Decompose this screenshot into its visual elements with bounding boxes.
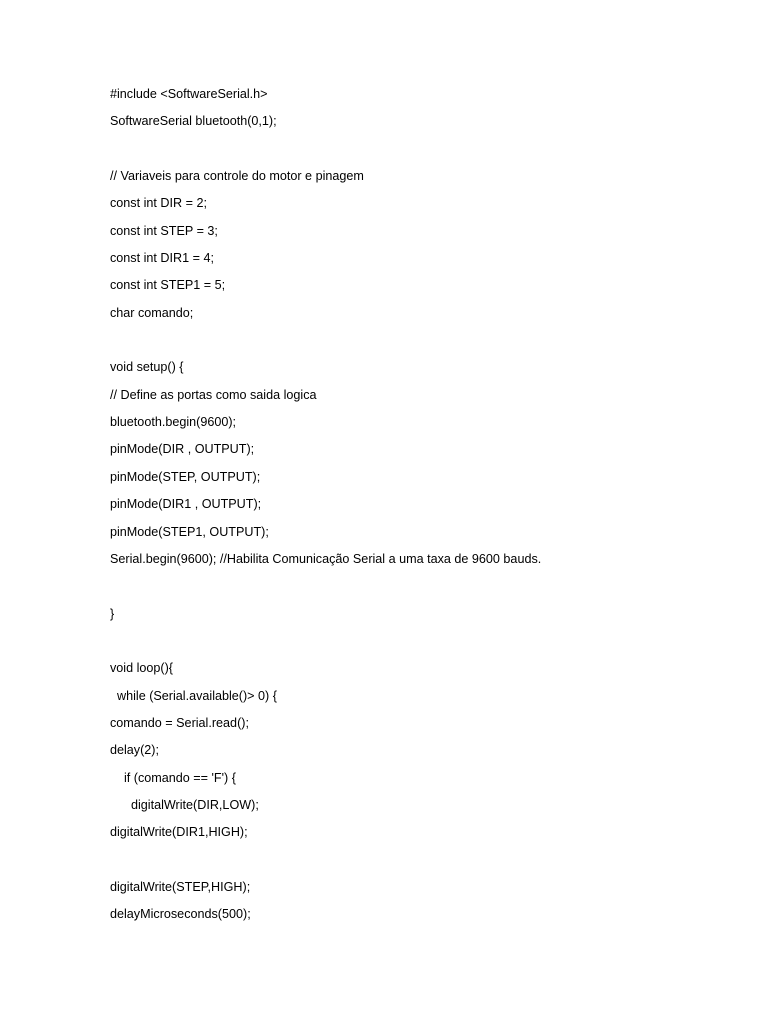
code-line: Serial.begin(9600); //Habilita Comunicação Serial a uma taxa de 9600 bauds. <box>110 551 542 566</box>
code-line: // Variaveis para controle do motor e pinagem <box>110 169 364 184</box>
blank-line <box>110 851 710 878</box>
code-line: pinMode(DIR1 , OUTPUT); <box>110 497 262 512</box>
blank-line <box>110 632 710 659</box>
code-line: digitalWrite(DIR1,HIGH); <box>110 825 248 840</box>
code-line: delayMicroseconds(500); <box>110 907 251 922</box>
code-line: } <box>110 606 115 621</box>
code-line: void setup() { <box>110 360 184 375</box>
code-line: pinMode(STEP, OUTPUT); <box>110 469 261 484</box>
code-line: bluetooth.begin(9600); <box>110 415 237 430</box>
code-line: const int DIR1 = 4; <box>110 251 214 266</box>
code-line: // Define as portas como saida logica <box>110 387 317 402</box>
code-line: pinMode(DIR , OUTPUT); <box>110 442 255 457</box>
blank-line <box>110 577 710 604</box>
code-line: const int DIR = 2; <box>110 196 207 211</box>
code-line: digitalWrite(STEP,HIGH); <box>110 879 251 894</box>
code-line: char comando; <box>110 305 194 320</box>
code-line: digitalWrite(DIR,LOW); <box>110 797 259 812</box>
blank-line <box>110 331 710 358</box>
code-line: const int STEP = 3; <box>110 223 218 238</box>
code-line: comando = Serial.read(); <box>110 715 249 730</box>
code-line: void loop(){ <box>110 661 174 676</box>
code-line: delay(2); <box>110 743 159 758</box>
blank-line <box>110 140 710 167</box>
code-line: #include <SoftwareSerial.h> <box>110 87 268 101</box>
code-line: if (comando == 'F') { <box>110 770 236 785</box>
code-line: pinMode(STEP1, OUTPUT); <box>110 524 269 539</box>
code-text-block <box>110 85 710 933</box>
code-line: const int STEP1 = 5; <box>110 278 226 293</box>
code-line: SoftwareSerial bluetooth(0,1); <box>110 114 277 129</box>
code-line: while (Serial.available()> 0) { <box>110 688 277 703</box>
